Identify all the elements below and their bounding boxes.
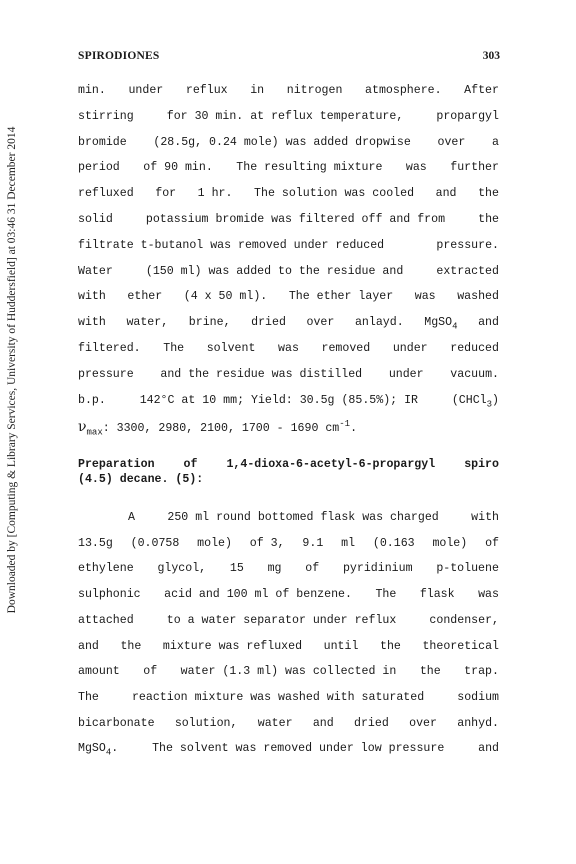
word: removed	[321, 342, 371, 355]
word: of 90 min.	[143, 161, 213, 175]
paragraph-1-line	[78, 214, 499, 226]
paragraph-1-line	[78, 419, 499, 438]
section-heading-line: (4.5) decane. (5):	[78, 473, 204, 486]
word: extracted	[436, 264, 499, 278]
word: was	[278, 342, 299, 355]
word: 9.1	[302, 536, 324, 550]
word: further	[450, 161, 499, 175]
word: propargyl	[436, 109, 499, 123]
running-head: SPIRODIONES	[78, 50, 160, 62]
word: the	[478, 213, 499, 226]
word: (150 ml) was added to the residue and	[145, 264, 404, 278]
word: nitrogen	[286, 84, 343, 97]
word: ml	[341, 536, 356, 550]
word: condenser,	[429, 613, 499, 627]
word: over	[437, 135, 466, 149]
paragraph-1-line	[78, 291, 499, 303]
word: ethylene	[78, 562, 134, 576]
word: sulphonic	[78, 588, 141, 602]
word: under	[392, 342, 428, 355]
word: The solution was cooled	[254, 187, 415, 201]
word: Preparation	[78, 458, 155, 471]
word: period	[78, 161, 120, 175]
word: 1,4-dioxa-6-acetyl-6-propargyl	[226, 458, 436, 471]
paragraph-2-line	[78, 615, 499, 627]
word: reduced	[450, 342, 499, 355]
word: (4 x 50 ml).	[183, 290, 268, 304]
paragraph-1-line	[78, 240, 499, 252]
word: A	[128, 511, 135, 524]
word: over	[409, 716, 437, 730]
word: over	[306, 316, 335, 330]
word: pyridinium	[342, 562, 413, 576]
word: with	[78, 316, 106, 330]
word: the	[120, 639, 142, 653]
word: and	[478, 742, 499, 756]
word: the	[380, 639, 401, 653]
paragraph-1-line	[78, 85, 499, 97]
word: The ether layer	[288, 290, 394, 304]
word: a	[492, 135, 499, 149]
word: trap.	[464, 665, 499, 679]
word: was	[405, 161, 427, 175]
word: amount	[78, 665, 120, 679]
word: attached	[78, 613, 134, 627]
word: washed	[457, 290, 499, 304]
paragraph-1-line	[78, 188, 499, 200]
word: The solvent was removed under low pressure	[152, 742, 445, 756]
word: of	[305, 562, 320, 576]
word: of	[485, 536, 499, 550]
word: and	[478, 316, 499, 330]
word: Water	[78, 264, 113, 278]
word: in	[250, 84, 265, 97]
word: vacuum.	[450, 367, 499, 381]
word: brine,	[188, 316, 231, 330]
word: MgSO$_4$.	[78, 742, 119, 758]
download-notice	[2, 20, 22, 720]
word: under	[128, 84, 164, 97]
word: mg	[267, 562, 282, 576]
word: 250 ml round bottomed flask was charged	[167, 511, 439, 524]
word: and the residue was distilled	[160, 367, 363, 381]
word: mixture was refluxed	[162, 639, 303, 653]
paragraph-2-line	[78, 666, 499, 678]
page-number: 303	[482, 50, 500, 62]
word: b.p.	[78, 393, 106, 407]
download-notice-text: Downloaded by [Computing & Library Services, University of Huddersfield] at 03:46 31 December 2014	[6, 126, 18, 614]
word: of	[183, 458, 198, 471]
word: spiro	[464, 458, 499, 471]
word: 1 hr.	[197, 187, 233, 201]
word: The	[375, 588, 397, 602]
paragraph-1-line	[78, 395, 499, 407]
word: dried	[251, 316, 286, 330]
paragraph-2-line	[78, 718, 499, 730]
paragraph-1-line	[78, 137, 499, 149]
word: reflux	[185, 84, 228, 97]
word: theoretical	[422, 639, 499, 653]
word: ether	[127, 290, 163, 304]
word: $\nu_{max}$: 3300, 2980, 2100, 1700 - 1690 $cm^{-1}$.	[78, 419, 358, 438]
word: pressure.	[436, 238, 499, 252]
word: The resulting mixture	[236, 161, 383, 175]
word: to a water separator under reflux	[166, 613, 397, 627]
word: potassium bromide was filtered off and from	[145, 213, 446, 226]
word: bromide	[78, 135, 127, 149]
word: refluxed	[78, 187, 134, 201]
word: and	[78, 639, 99, 653]
word: and	[435, 187, 457, 201]
word: bicarbonate	[78, 716, 155, 730]
paragraph-2-line	[78, 563, 499, 575]
word: the	[419, 665, 441, 679]
word: of 3,	[249, 536, 285, 550]
word: filtered.	[78, 342, 141, 355]
word: atmosphere.	[365, 84, 442, 97]
word: 142°C at 10 mm; Yield: 30.5g (85.5%); IR	[139, 393, 418, 407]
word: reaction mixture was washed with saturated	[131, 690, 425, 704]
word: The	[163, 342, 185, 355]
word: water	[257, 716, 293, 730]
paragraph-1-line	[78, 369, 499, 381]
word: (0.163	[372, 536, 415, 550]
word: water (1.3 ml) was collected in	[180, 665, 397, 679]
paragraph-2-line	[78, 692, 499, 704]
word: was	[414, 290, 436, 304]
word: until	[323, 639, 359, 653]
word: 13.5g	[78, 536, 113, 550]
word: of	[143, 665, 158, 679]
paragraph-2-line	[78, 641, 499, 653]
word: pressure	[78, 367, 134, 381]
word: stirring	[78, 109, 134, 123]
word: sodium	[457, 690, 499, 704]
word: anlayd.	[354, 316, 404, 330]
word: dried	[354, 716, 389, 730]
paragraph-2-line	[78, 538, 499, 550]
word: (28.5g, 0.24 mole) was added dropwise	[153, 135, 411, 149]
word: 15	[229, 562, 244, 576]
paragraph-2-line	[78, 589, 499, 601]
word: glycol,	[157, 562, 207, 576]
word: (0.0758	[130, 536, 180, 550]
word: with	[471, 511, 499, 524]
paragraph-1-line	[78, 316, 499, 332]
paragraph-2-line	[78, 742, 499, 758]
word: solid	[78, 213, 113, 226]
word: p-toluene	[436, 562, 499, 576]
word: mole)	[197, 536, 232, 550]
section-heading-line	[78, 459, 499, 471]
word: The	[78, 690, 99, 704]
word: for	[155, 187, 177, 201]
word: flask	[419, 588, 455, 602]
paragraph-1-line	[78, 343, 499, 355]
word: (CHCl$_3$)	[451, 393, 499, 409]
word: water,	[126, 316, 169, 330]
word: min.	[78, 84, 106, 97]
paragraph-1-line	[78, 162, 499, 174]
word: filtrate t-butanol was removed under reduced	[78, 238, 385, 252]
paragraph-1-line	[78, 266, 499, 278]
word: the	[478, 187, 499, 201]
word: acid and 100 ml of benzene.	[164, 588, 352, 602]
word: solvent	[206, 342, 256, 355]
word: anhyd.	[457, 716, 499, 730]
word: for 30 min. at reflux temperature,	[166, 109, 404, 123]
word: After	[464, 84, 499, 97]
word: mole)	[432, 536, 468, 550]
word: with	[78, 290, 106, 304]
word: MgSO$_4$	[424, 316, 458, 332]
paragraph-1-line	[78, 111, 499, 123]
word: under	[388, 367, 424, 381]
word: solution,	[174, 716, 238, 730]
word: was	[478, 588, 499, 602]
paragraph-2-line	[128, 512, 499, 524]
word: and	[312, 716, 334, 730]
